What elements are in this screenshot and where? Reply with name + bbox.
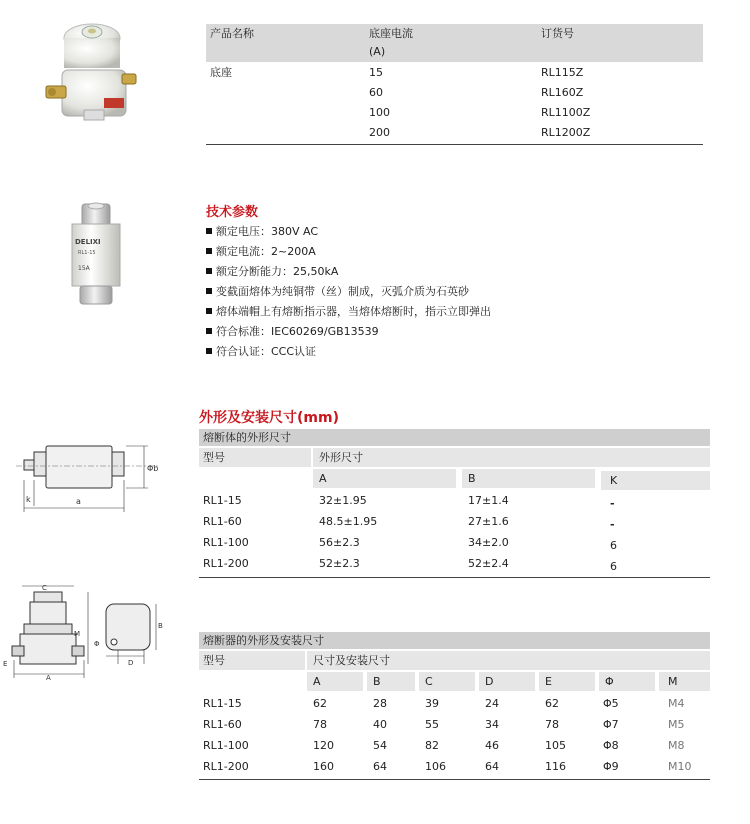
header-col-d: D	[479, 672, 535, 691]
cell-b: 54	[373, 739, 387, 752]
cell-b: 40	[373, 718, 387, 731]
cell-b: 28	[373, 697, 387, 710]
cell-a: 62	[313, 697, 327, 710]
header-outline: 外形尺寸	[313, 448, 710, 467]
list-item-text: 额定电流：2~200A	[216, 245, 316, 258]
fuse-base-photo	[40, 18, 140, 130]
bullet-square-icon	[206, 228, 212, 234]
header-col-phi: Φ	[599, 672, 655, 691]
header-col-a: A	[307, 672, 363, 691]
cell-a: 52±2.3	[319, 557, 360, 570]
cell-order: RL1100Z	[541, 106, 591, 119]
header-current-unit: (A)	[369, 45, 386, 58]
cell-model: RL1-15	[203, 494, 242, 507]
cartridge-rating-label: 15A	[78, 265, 90, 272]
cell-d: 64	[485, 760, 499, 773]
base-order-table	[206, 24, 703, 145]
table-row	[199, 735, 710, 756]
header-col-c: C	[419, 672, 475, 691]
list-item	[206, 282, 491, 302]
header-model: 型号	[199, 448, 311, 467]
cell-order: RL115Z	[541, 66, 584, 79]
header-model: 型号	[199, 651, 305, 670]
dimensions-title: 外形及安装尺寸(mm)	[199, 410, 339, 426]
cell-phi: Φ5	[603, 697, 619, 710]
table-row	[206, 122, 703, 142]
bullet-square-icon	[206, 348, 212, 354]
header-col-k: K	[601, 471, 710, 490]
table-row	[206, 62, 703, 82]
cell-model: RL1-100	[203, 739, 249, 752]
cell-a: 120	[313, 739, 334, 752]
header-order-number: 订货号	[541, 27, 574, 40]
header-col-b: B	[367, 672, 415, 691]
cell-b: 17±1.4	[468, 494, 509, 507]
table-row	[199, 714, 710, 735]
fuse-outline-drawing	[8, 436, 168, 516]
header-col-m: M	[659, 672, 710, 691]
table-row	[199, 756, 710, 777]
cell-a: 160	[313, 760, 334, 773]
cell-m: M5	[668, 718, 685, 731]
dim-label-a: a	[76, 497, 81, 506]
cell-k: -	[610, 497, 615, 510]
cell-c: 82	[425, 739, 439, 752]
cell-d: 24	[485, 697, 499, 710]
list-item-text: 变截面熔体为纯铜带（丝）制成，灭弧介质为石英砂	[216, 285, 469, 298]
header-col-a: A	[313, 469, 456, 488]
cell-order: RL160Z	[541, 86, 584, 99]
base-side-drawing	[92, 598, 166, 670]
cell-e: 105	[545, 739, 566, 752]
base-dimension-table	[199, 632, 710, 780]
table-subheader-row	[199, 672, 710, 693]
table-subheader-row	[199, 469, 710, 490]
cell-model: RL1-100	[203, 536, 249, 549]
table-row	[199, 553, 710, 574]
bullet-square-icon	[206, 308, 212, 314]
cell-model: RL1-60	[203, 718, 242, 731]
cell-k: 6	[610, 539, 617, 552]
header-product-name: 产品名称	[210, 27, 254, 40]
header-col-b: B	[462, 469, 595, 488]
table-row	[199, 693, 710, 714]
list-item-text: 额定电压：380V AC	[216, 225, 319, 238]
bullet-square-icon	[206, 288, 212, 294]
cell-model: RL1-200	[203, 760, 249, 773]
base-dimension-section-title: 熔断器的外形及安装尺寸	[199, 632, 710, 649]
list-item-text: 额定分断能力：25,50kA	[216, 265, 339, 278]
cell-current: 15	[369, 66, 383, 79]
dim-label-a-base: A	[46, 674, 51, 682]
cell-m: M4	[668, 697, 685, 710]
table-bottom-rule	[206, 144, 703, 145]
base-order-table-header	[206, 24, 703, 62]
table-row	[199, 511, 710, 532]
bullet-square-icon	[206, 328, 212, 334]
list-item	[206, 262, 491, 282]
cell-model: RL1-15	[203, 697, 242, 710]
list-item	[206, 322, 491, 342]
dim-label-b: B	[158, 622, 163, 630]
cell-m: M10	[668, 760, 692, 773]
fuse-dimension-section-title: 熔断体的外形尺寸	[199, 429, 710, 446]
list-item-text: 熔体端帽上有熔断指示器，当熔体熔断时，指示立即弹出	[216, 305, 491, 318]
cartridge-brand-label: DELIXI	[75, 238, 101, 246]
cell-a: 56±2.3	[319, 536, 360, 549]
cell-e: 62	[545, 697, 559, 710]
cell-a: 48.5±1.95	[319, 515, 378, 528]
table-row	[206, 102, 703, 122]
dim-label-d: D	[128, 659, 134, 667]
cell-b: 52±2.4	[468, 557, 509, 570]
cell-c: 39	[425, 697, 439, 710]
cell-c: 106	[425, 760, 446, 773]
cell-order: RL1200Z	[541, 126, 591, 139]
table-row	[199, 532, 710, 553]
dim-label-dia: Φb	[147, 464, 159, 473]
cell-phi: Φ8	[603, 739, 619, 752]
cell-model: RL1-200	[203, 557, 249, 570]
table-header-row	[199, 651, 710, 672]
cartridge-model-label: RL1-15	[78, 250, 96, 256]
cell-b: 34±2.0	[468, 536, 509, 549]
table-row	[199, 490, 710, 511]
bullet-square-icon	[206, 248, 212, 254]
cell-a: 32±1.95	[319, 494, 367, 507]
header-base-current: 底座电流	[369, 27, 413, 40]
list-item	[206, 302, 491, 322]
tech-params-title: 技术参数	[206, 205, 259, 220]
fuse-dimension-table	[199, 429, 710, 578]
cell-m: M8	[668, 739, 685, 752]
dim-label-m: M	[74, 630, 81, 638]
table-header-row	[199, 448, 710, 469]
tech-params-list	[206, 222, 491, 362]
list-item	[206, 222, 491, 242]
cell-current: 100	[369, 106, 390, 119]
cell-phi: Φ9	[603, 760, 619, 773]
cell-e: 78	[545, 718, 559, 731]
table-bottom-rule	[199, 779, 710, 780]
row-label: 底座	[210, 66, 232, 79]
cell-k: 6	[610, 560, 617, 573]
list-item	[206, 342, 491, 362]
dim-label-e: E	[3, 660, 8, 668]
cell-model: RL1-60	[203, 515, 242, 528]
cell-a: 78	[313, 718, 327, 731]
list-item	[206, 242, 491, 262]
cell-b: 27±1.6	[468, 515, 509, 528]
bullet-square-icon	[206, 268, 212, 274]
dim-label-c: C	[42, 584, 47, 592]
base-front-drawing	[2, 580, 94, 682]
cell-current: 200	[369, 126, 390, 139]
cell-d: 34	[485, 718, 499, 731]
header-col-e: E	[539, 672, 595, 691]
cell-e: 116	[545, 760, 566, 773]
cell-current: 60	[369, 86, 383, 99]
list-item-text: 符合认证：CCC认证	[216, 345, 317, 358]
header-dims: 尺寸及安装尺寸	[307, 651, 710, 670]
cell-phi: Φ7	[603, 718, 619, 731]
cell-d: 46	[485, 739, 499, 752]
cell-c: 55	[425, 718, 439, 731]
cell-k: -	[610, 518, 615, 531]
fuse-cartridge-photo	[60, 200, 130, 310]
cell-b: 64	[373, 760, 387, 773]
dim-label-phi: Φ	[94, 640, 100, 648]
dim-label-k: k	[26, 495, 31, 504]
table-bottom-rule	[199, 577, 710, 578]
list-item-text: 符合标准：IEC60269/GB13539	[216, 325, 379, 338]
table-row	[206, 82, 703, 102]
